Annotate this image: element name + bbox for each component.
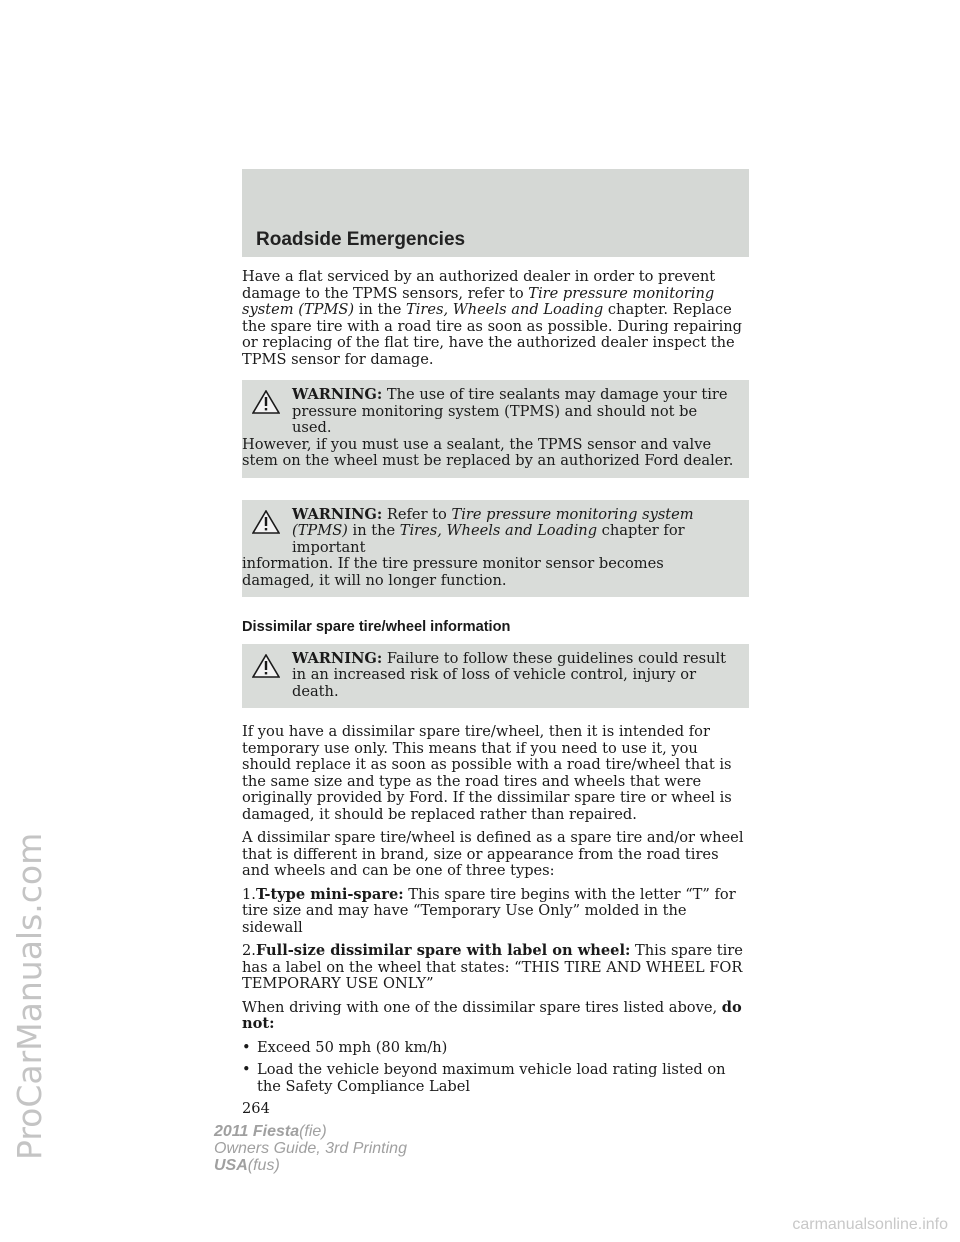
- warning-box-tpms: [242, 500, 749, 598]
- text: in the: [354, 301, 406, 318]
- bullet-text: Load the vehicle beyond maximum vehicle load rating listed on the Safety Compliance Label: [257, 1061, 726, 1095]
- bottom-watermark: carmanualsonline.info: [792, 1216, 948, 1233]
- text: When driving with one of the dissimilar spare tires listed above,: [242, 998, 722, 1016]
- text: chapter. Replace the spare tire with a road tire as soon as possible. During repairing or replacing of the flat tire, have the authorized dealer inspect the TPMS sensor for damage.: [242, 301, 743, 368]
- warning-label: WARNING:: [292, 386, 383, 403]
- list-item: [242, 887, 749, 937]
- warning-text: [242, 651, 739, 701]
- chapter-reference: Tires, Wheels and Loading: [405, 301, 604, 318]
- document-footer: [214, 1123, 407, 1174]
- bullet-glyph: •: [242, 1061, 251, 1078]
- warning-text-continued: information. If the tire pressure monitor sensor becomes damaged, it will no longer function.: [242, 555, 664, 589]
- warning-box-guidelines: [242, 644, 749, 709]
- market-name: USA: [214, 1157, 248, 1174]
- warning-triangle-icon: [252, 510, 280, 534]
- item-number: 2.: [242, 942, 256, 959]
- chapter-reference: Tires, Wheels and Loading: [399, 522, 598, 539]
- side-watermark: ProCarManuals.com: [10, 832, 49, 1160]
- market-code: (fus): [247, 1157, 280, 1174]
- bullet-text: Exceed 50 mph (80 km/h): [257, 1038, 448, 1056]
- model-name: 2011 Fiesta: [214, 1123, 300, 1140]
- paragraph-dissimilar-spare: If you have a dissimilar spare tire/wheel, then it is intended for temporary use only. This means that if you need to use it, you should replace it as soon as possible with a road tire/wheel that is the same size and type as the road tires and wheels that were originally provided by Ford. If the dissimilar spare tire or wheel is damaged, it should be replaced rather than repaired.: [242, 723, 732, 823]
- warning-triangle-icon: [252, 654, 280, 678]
- item-label: Full-size dissimilar spare with label on wheel:: [255, 942, 631, 959]
- bullet-item: [242, 1062, 749, 1095]
- warning-box-sealant: [242, 380, 749, 478]
- guide-edition: Owners Guide, 3rd Printing: [214, 1140, 407, 1157]
- text: Have a flat serviced by an authorized dealer in order to prevent damage to the TPMS sensors, refer to: [242, 268, 716, 302]
- emphasis: do not:: [242, 998, 742, 1032]
- bullet-glyph: •: [242, 1038, 251, 1056]
- page-content: [242, 269, 749, 1118]
- paragraph-definition: A dissimilar spare tire/wheel is defined as a spare tire and/or wheel that is different in brand, size or appearance from the road tires and wheels and can be one of three types:: [242, 829, 744, 879]
- warning-text: [242, 507, 739, 557]
- warning-text: [242, 387, 739, 437]
- page-title: Roadside Emergencies: [256, 229, 466, 250]
- warning-triangle-icon: [252, 390, 280, 414]
- paragraph-tpms-service: [242, 269, 749, 368]
- item-label: T-type mini-spare:: [255, 885, 404, 903]
- section-heading: Dissimilar spare tire/wheel information: [242, 619, 511, 635]
- warning-label: WARNING:: [292, 505, 383, 523]
- list-item: [242, 943, 749, 993]
- link-reference: Tire pressure monitoring system (TPMS): [242, 284, 715, 318]
- page-number: 264: [242, 1100, 270, 1117]
- text: Failure to follow these guidelines could result in an increased risk of loss of vehicle control, injury or death.: [292, 649, 727, 700]
- paragraph-do-not: [242, 1000, 749, 1033]
- link-reference: Tire pressure monitoring system (TPMS): [292, 505, 694, 539]
- text: This spare tire begins with the letter “T” for tire size and may have “Temporary Use Only” molded in the sidewall: [242, 885, 736, 936]
- warning-text-continued: However, if you must use a sealant, the TPMS sensor and valve stem on the wheel must be replaced by an authorized Ford dealer.: [242, 435, 734, 469]
- warning-label: WARNING:: [292, 649, 383, 667]
- item-number: 1.: [242, 885, 256, 903]
- model-code: (fie): [299, 1123, 327, 1140]
- text: in the: [347, 522, 400, 539]
- text: chapter for important: [292, 522, 685, 556]
- section-header-band: [242, 169, 749, 257]
- text: The use of tire sealants may damage your tire pressure monitoring system (TPMS) and should not be used.: [292, 386, 728, 436]
- text: Refer to: [382, 505, 452, 523]
- bullet-item: [242, 1040, 749, 1057]
- text: This spare tire has a label on the wheel that states: “THIS TIRE AND WHEEL FOR TEMPORARY USE ONLY”: [242, 942, 743, 992]
